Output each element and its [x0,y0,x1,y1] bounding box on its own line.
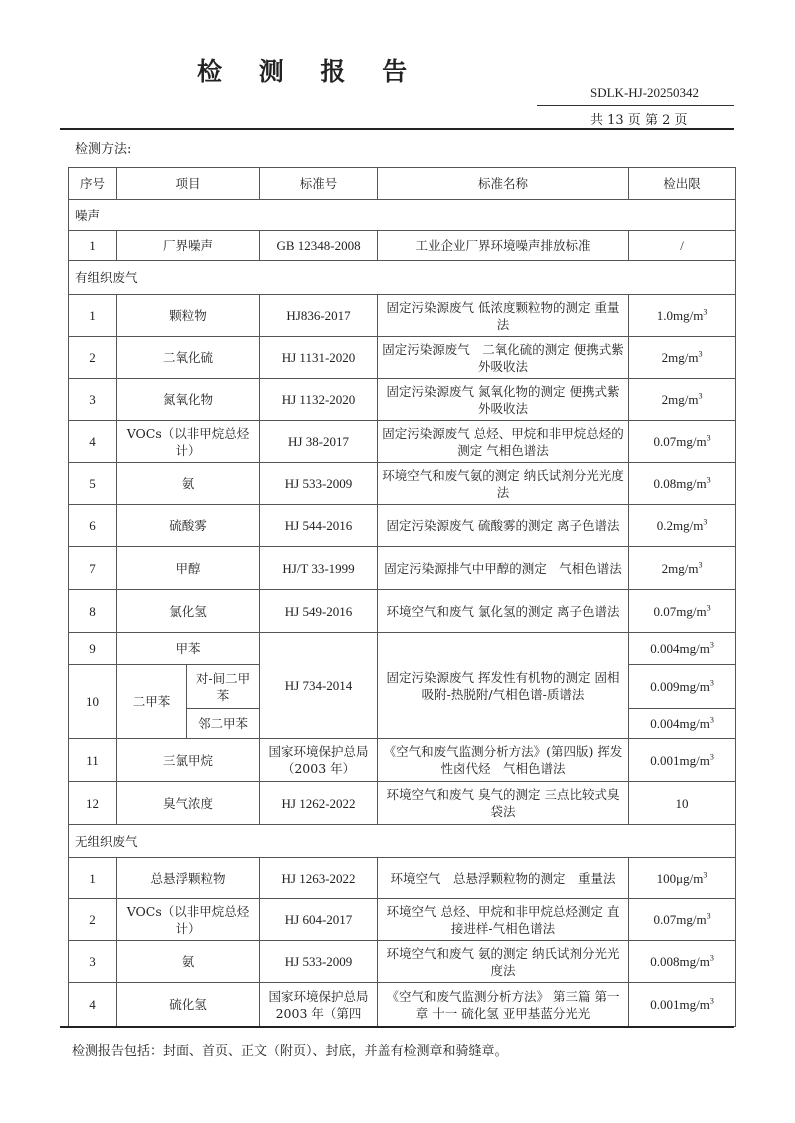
limit-value: 0.08mg/m [653,476,707,491]
cell-std-name: 工业企业厂界环境噪声排放标准 [378,231,629,261]
limit-value: 0.07mg/m [653,603,707,619]
table-row [69,590,736,633]
page-info: 共 13 页 第 2 页 [590,113,688,128]
cell-item: 总悬浮颗粒物 [117,858,260,899]
cell-item: 三氯甲烷 [117,739,260,782]
cell-item: 厂界噪声 [117,231,260,261]
cell-no: 3 [69,379,117,421]
cell-no: 4 [69,421,117,463]
limit-value: 0.008mg/m [650,954,710,969]
cell-limit [629,590,736,633]
report-title: 检 测 报 告 [197,57,422,86]
cell-no: 4 [69,983,117,1027]
limit-value: 0.004mg/m [650,716,710,731]
cell-item: 氮氧化物 [117,379,260,421]
table-row [69,505,736,547]
cell-std-no: HJ 734-2014 [260,633,378,739]
col-header-std-name: 标准名称 [378,168,629,200]
cell-std-no: HJ 1132-2020 [260,379,378,421]
table-row [69,858,736,899]
unit-superscript: 3 [698,560,703,570]
unit-superscript: 3 [698,349,703,359]
cell-std-name: 环境空气和废气 臭气的测定 三点比较式臭袋法 [378,782,629,825]
cell-std-no: HJ 533-2009 [260,941,378,983]
section-label: 检测方法: [75,142,132,157]
table-row [69,739,736,782]
cell-std-no: HJ 549-2016 [260,590,378,633]
unit-superscript: 3 [709,953,714,963]
limit-value: 100μg/m [656,870,704,886]
unit-superscript: 3 [706,911,711,921]
cell-limit [629,665,736,709]
cell-std-no: HJ 1263-2022 [260,858,378,899]
unit-superscript: 3 [706,475,711,485]
group-label: 有组织废气 [69,261,736,295]
header-rule [60,128,734,130]
col-header-no: 序号 [69,168,117,200]
cell-item: 二氧化硫 [117,337,260,379]
cell-limit: 10 [629,782,736,825]
cell-item: 硫酸雾 [117,505,260,547]
unit-superscript: 3 [703,517,708,527]
cell-std-name: 固定污染源废气 低浓度颗粒物的测定 重量法 [378,295,629,337]
cell-no: 10 [69,665,117,739]
limit-value: 0.2mg/m [656,518,704,533]
cell-no: 1 [69,231,117,261]
group-label: 无组织废气 [69,825,736,858]
group-label: 噪声 [69,200,736,231]
cell-item: 二甲苯 [117,665,187,739]
cell-sub-item: 对-间二甲苯 [187,665,260,709]
limit-value: 0.07mg/m [653,434,707,449]
cell-limit [629,379,736,421]
cell-item: 甲苯 [117,633,260,665]
unit-superscript: 3 [703,870,708,880]
cell-std-name: 固定污染源废气 硫酸雾的测定 离子色谱法 [378,505,629,547]
table-header-row [69,168,736,200]
limit-value: 2mg/m [661,560,699,576]
cell-no: 2 [69,899,117,941]
methods-table [68,167,736,1027]
cell-std-no: GB 12348-2008 [260,231,378,261]
unit-superscript: 3 [709,715,714,725]
cell-std-name: 固定污染源废气 挥发性有机物的测定 固相吸附-热脱附/气相色谱-质谱法 [378,633,629,739]
col-header-item: 项目 [117,168,260,200]
cell-limit [629,421,736,463]
table-row [69,421,736,463]
cell-std-name: 环境空气 总烃、甲烷和非甲烷总烃测定 直接进样-气相色谱法 [378,899,629,941]
unit-superscript: 3 [703,307,708,317]
group-row-organized [69,261,736,295]
cell-no: 2 [69,337,117,379]
cell-no: 5 [69,463,117,505]
table-row [69,295,736,337]
cell-sub-item: 邻二甲苯 [187,709,260,739]
table-row [69,899,736,941]
cell-std-name: 环境空气和废气 氨的测定 纳氏试剂分光光度法 [378,941,629,983]
limit-value: 0.001mg/m [650,997,710,1012]
cell-item: VOCs（以非甲烷总烃计） [117,899,260,941]
cell-no: 8 [69,590,117,633]
limit-value: 0.001mg/m [650,752,710,768]
table-row [69,379,736,421]
cell-item: 臭气浓度 [117,782,260,825]
table-row [69,633,736,665]
table-row [69,463,736,505]
cell-std-no: HJ 38-2017 [260,421,378,463]
cell-std-no: HJ 1262-2022 [260,782,378,825]
cell-limit [629,547,736,590]
cell-std-name: 固定污染源废气 总烃、甲烷和非甲烷总烃的测定 气相色谱法 [378,421,629,463]
group-row-noise [69,200,736,231]
cell-item: 氨 [117,941,260,983]
cell-item: VOCs（以非甲烷总烃计） [117,421,260,463]
cell-limit [629,505,736,547]
cell-no: 7 [69,547,117,590]
cell-limit [629,899,736,941]
cell-std-name: 固定污染源排气中甲醇的测定 气相色谱法 [378,547,629,590]
cell-no: 11 [69,739,117,782]
header-divider [537,105,734,106]
cell-limit [629,337,736,379]
cell-limit [629,858,736,899]
unit-superscript: 3 [698,391,703,401]
cell-limit [629,983,736,1027]
cell-std-no: HJ 1131-2020 [260,337,378,379]
cell-std-no: 国家环境保护总局 （2003 年） [260,739,378,782]
cell-no: 12 [69,782,117,825]
cell-std-name: 环境空气 总悬浮颗粒物的测定 重量法 [378,858,629,899]
cell-no: 1 [69,858,117,899]
cell-std-name: 固定污染源废气 氮氧化物的测定 便携式紫外吸收法 [378,379,629,421]
table-row [69,941,736,983]
group-row-unorganized [69,825,736,858]
cell-std-name: 《空气和废气监测分析方法》(第四版) 挥发性卤代烃 气相色谱法 [378,739,629,782]
unit-superscript: 3 [706,433,711,443]
cell-std-no: HJ836-2017 [260,295,378,337]
cell-std-name: 固定污染源废气 二氧化硫的测定 便携式紫外吸收法 [378,337,629,379]
cell-limit: / [629,231,736,261]
cell-limit [629,739,736,782]
table-row [69,782,736,825]
table-row [69,231,736,261]
footer-note: 检测报告包括：封面、首页、正文（附页）、封底，并盖有检测章和骑缝章。 [72,1044,508,1059]
cell-limit [629,463,736,505]
col-header-std-no: 标准号 [260,168,378,200]
cell-item: 颗粒物 [117,295,260,337]
cell-no: 6 [69,505,117,547]
limit-value: 0.004mg/m [650,641,710,656]
table-row [69,983,736,1027]
cell-limit [629,633,736,665]
cell-std-name: 《空气和废气监测分析方法》 第三篇 第一章 十一 硫化氢 亚甲基蓝分光光 [378,983,629,1027]
cell-no: 1 [69,295,117,337]
table-row [69,337,736,379]
unit-superscript: 3 [709,640,714,650]
footer-rule [60,1026,734,1028]
table-row [69,547,736,590]
limit-value: 0.009mg/m [650,679,710,694]
cell-std-no: HJ 533-2009 [260,463,378,505]
cell-limit [629,709,736,739]
report-number: SDLK-HJ-20250342 [590,85,700,100]
cell-limit [629,941,736,983]
limit-value: 1.0mg/m [656,308,704,323]
unit-superscript: 3 [709,752,714,762]
cell-item: 氯化氢 [117,590,260,633]
cell-std-no: 国家环境保护总局 2003 年（第四 [260,983,378,1027]
cell-std-no: HJ/T 33-1999 [260,547,378,590]
cell-std-no: HJ 544-2016 [260,505,378,547]
cell-item: 氨 [117,463,260,505]
unit-superscript: 3 [709,678,714,688]
limit-value: 2mg/m [661,350,699,365]
cell-std-name: 环境空气和废气 氯化氢的测定 离子色谱法 [378,590,629,633]
unit-superscript: 3 [706,603,711,613]
cell-std-name: 环境空气和废气氨的测定 纳氏试剂分光光度法 [378,463,629,505]
limit-value: 2mg/m [661,392,699,407]
cell-item: 硫化氢 [117,983,260,1027]
cell-no: 3 [69,941,117,983]
col-header-limit: 检出限 [629,168,736,200]
cell-limit [629,295,736,337]
unit-superscript: 3 [709,996,714,1006]
limit-value: 0.07mg/m [653,912,707,927]
cell-no: 9 [69,633,117,665]
cell-item: 甲醇 [117,547,260,590]
cell-std-no: HJ 604-2017 [260,899,378,941]
